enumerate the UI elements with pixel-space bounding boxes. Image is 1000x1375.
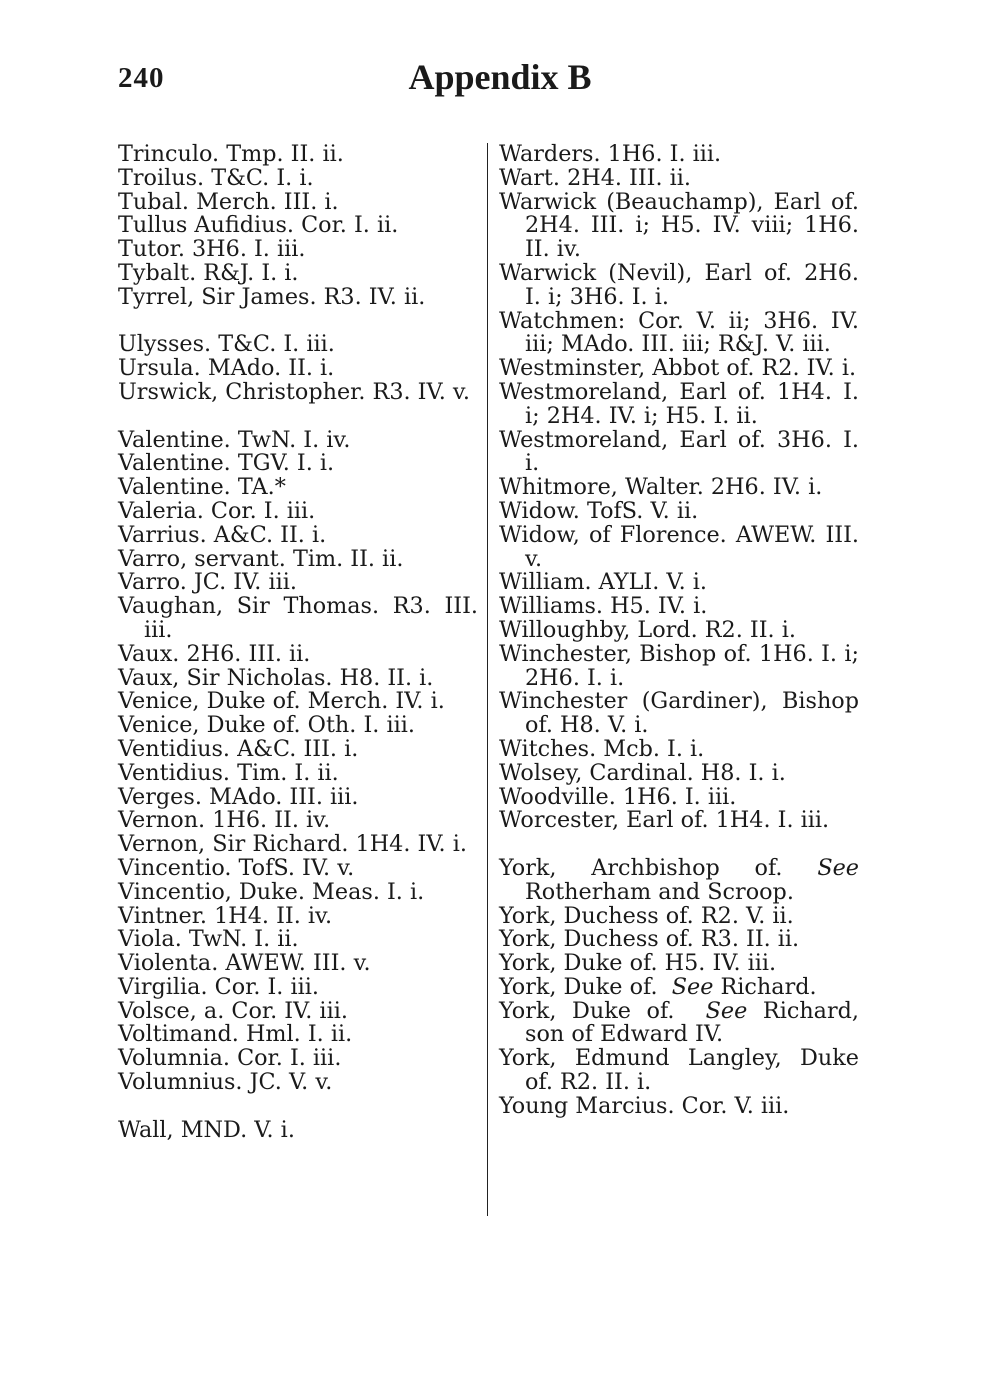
index-entry: Wolsey, Cardinal. H8. I. i.: [499, 759, 786, 786]
index-entry: William. AYLI. V. i.: [499, 569, 707, 596]
index-entry: Volumnius. JC. V. v.: [118, 1069, 333, 1096]
index-entry: Violenta. AWEW. III. v.: [118, 950, 371, 977]
index-entry: Vernon. 1H6. II. iv.: [118, 807, 331, 834]
column-divider: [487, 143, 488, 1216]
index-entry: Widow, of Florence. AWEW. III. v.: [499, 521, 859, 572]
index-entry: Vaughan, Sir Thomas. R3. III. iii.: [118, 593, 478, 643]
entry-reference: Richard, son of Edward IV.: [525, 997, 859, 1048]
index-entry: Virgilia. Cor. I. iii.: [118, 973, 319, 1000]
index-entry: Watchmen: Cor. V. ii; 3H6. IV. iii; MAdo. III. iii; R&J. V. iii.: [499, 307, 859, 358]
index-entry: Ursula. MAdo. II. i.: [118, 355, 335, 382]
index-entry: Verges. MAdo. III. iii.: [118, 783, 359, 810]
index-entry: Vaux. 2H6. III. ii.: [118, 640, 311, 667]
see-reference: See: [671, 973, 714, 1000]
index-entry: Tullus Aufidius. Cor. I. ii.: [118, 212, 399, 239]
index-entry: Winchester (Gardiner), Bishop of. H8. V. i.: [499, 688, 859, 739]
index-entry: Widow. TofS. V. ii.: [499, 497, 699, 524]
index-entry: Venice, Duke of. Merch. IV. i.: [118, 688, 445, 715]
index-entry: York, Duke of. H5. IV. iii.: [499, 950, 777, 977]
index-entry: Warwick (Beauchamp), Earl of. 2H4. III. i; H5. IV. viii; 1H6. II. iv.: [499, 188, 859, 263]
index-entry: York, Edmund Langley, Duke of. R2. II. i.: [499, 1045, 859, 1096]
index-entry: Voltimand. Hml. I. ii.: [118, 1021, 353, 1048]
index-entry: Willoughby, Lord. R2. II. i.: [499, 616, 796, 643]
index-entry: Vincentio. TofS. IV. v.: [118, 854, 355, 881]
index-entry: Vintner. 1H4. II. iv.: [118, 902, 333, 929]
index-entry: Tubal. Merch. III. i.: [118, 188, 339, 215]
page-number: 240: [118, 62, 165, 94]
index-entry: York, Duchess of. R2. V. ii.: [499, 902, 794, 929]
index-entry: [499, 854, 859, 905]
index-entry: Valentine. TGV. I. i.: [118, 450, 335, 477]
index-entry: Valentine. TA.*: [118, 474, 286, 501]
index-entry: Volsce, a. Cor. IV. iii.: [118, 997, 348, 1024]
right-column: [499, 143, 859, 1119]
index-entry: Westmoreland, Earl of. 1H4. I. i; 2H4. IV. i; H5. I. ii.: [499, 378, 859, 429]
index-entry: Williams. H5. IV. i.: [499, 593, 708, 620]
index-entry: Tyrrel, Sir James. R3. IV. ii.: [118, 283, 426, 310]
index-entry: Worcester, Earl of. 1H4. I. iii.: [499, 807, 830, 834]
index-entry: Troilus. T&C. I. i.: [118, 164, 314, 191]
index-entry: Vernon, Sir Richard. 1H4. IV. i.: [118, 831, 467, 858]
index-entry: Varrius. A&C. II. i.: [118, 521, 327, 548]
index-entry: Westmoreland, Earl of. 3H6. I. i.: [499, 426, 859, 477]
entry-reference: Rotherham and Scroop.: [525, 878, 794, 905]
entry-heading: York, Archbishop of.: [499, 854, 783, 881]
entry-heading: York, Duke of.: [499, 973, 658, 1000]
see-reference: See: [705, 997, 748, 1024]
index-entry: Westminster, Abbot of. R2. IV. i.: [499, 355, 857, 382]
index-entry: Wall, MND. V. i.: [118, 1116, 295, 1143]
running-title: Appendix B: [408, 57, 592, 97]
index-entry: Vaux, Sir Nicholas. H8. II. i.: [118, 664, 434, 691]
index-entry: Whitmore, Walter. 2H6. IV. i.: [499, 474, 823, 501]
index-entry: Venice, Duke of. Oth. I. iii.: [118, 712, 415, 739]
index-entry: Young Marcius. Cor. V. iii.: [499, 1092, 790, 1119]
see-reference: See: [817, 854, 859, 881]
index-entry: Winchester, Bishop of. 1H6. I. i; 2H6. I. i.: [499, 640, 859, 691]
index-entry: York, Duchess of. R3. II. ii.: [499, 926, 800, 953]
index-entry: Tutor. 3H6. I. iii.: [118, 236, 306, 263]
index-entry: Warwick (Nevil), Earl of. 2H6. I. i; 3H6. I. i.: [499, 259, 859, 310]
index-entry: Varro. JC. IV. iii.: [118, 569, 297, 596]
index-entry: Tybalt. R&J. I. i.: [118, 259, 299, 286]
index-entry: [499, 973, 859, 1000]
index-entry: Ventidius. A&C. III. i.: [118, 735, 359, 762]
index-entry: Varro, servant. Tim. II. ii.: [118, 545, 404, 572]
entry-reference: Richard.: [720, 973, 817, 1000]
index-entry: Valeria. Cor. I. iii.: [118, 497, 316, 524]
index-entry: Urswick, Christopher. R3. IV. v.: [118, 378, 470, 405]
index-entry: Vincentio, Duke. Meas. I. i.: [118, 878, 425, 905]
index-entry: Wart. 2H4. III. ii.: [499, 164, 692, 191]
index-entry: Viola. TwN. I. ii.: [118, 926, 299, 953]
index-entry: Witches. Mcb. I. i.: [499, 735, 705, 762]
index-entry: Ulysses. T&C. I. iii.: [118, 331, 335, 358]
index-entry: Woodville. 1H6. I. iii.: [499, 783, 737, 810]
index-entry: Trinculo. Tmp. II. ii.: [118, 141, 344, 167]
index-entry: [499, 997, 859, 1048]
index-entry: Volumnia. Cor. I. iii.: [118, 1045, 342, 1072]
entry-heading: York, Duke of.: [499, 997, 675, 1024]
index-entry: Warders. 1H6. I. iii.: [499, 141, 722, 167]
index-entry: Ventidius. Tim. I. ii.: [118, 759, 339, 786]
index-entry: Valentine. TwN. I. iv.: [118, 426, 351, 453]
left-column: [118, 143, 478, 1142]
